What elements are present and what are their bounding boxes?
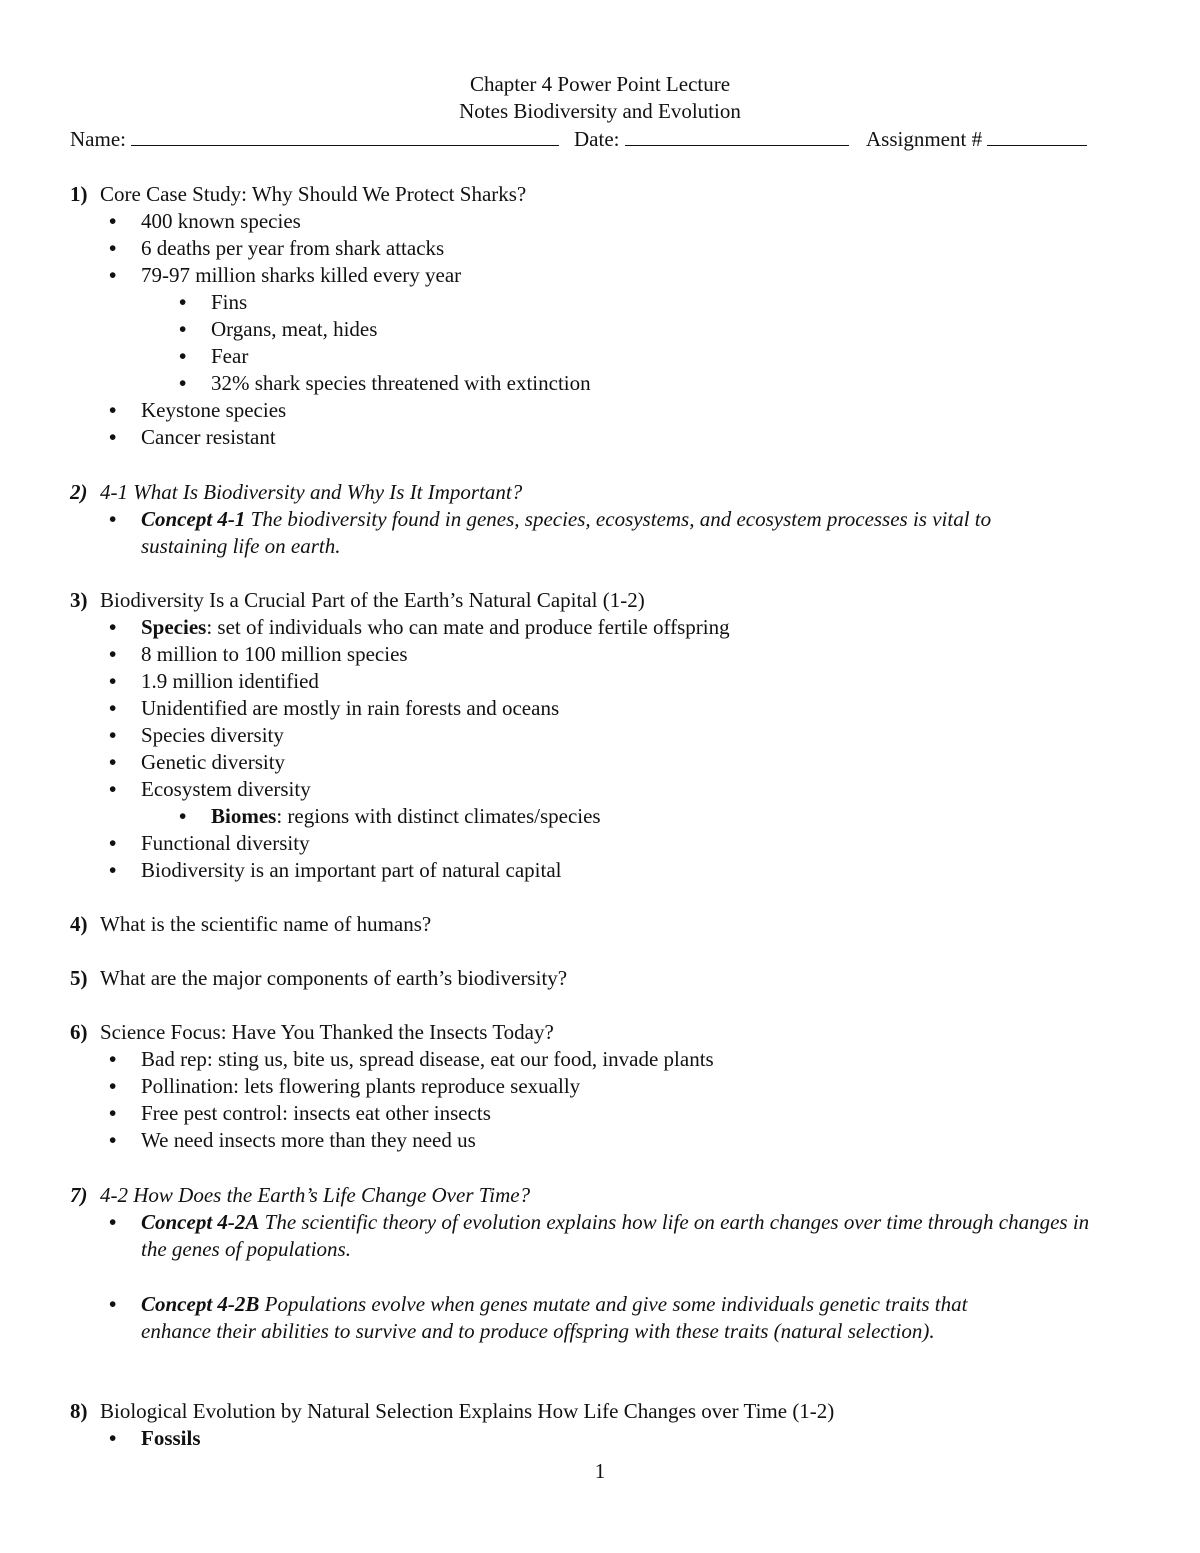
definition: : regions with distinct climates/species — [276, 804, 601, 828]
list-item: • Genetic diversity — [141, 749, 285, 776]
assignment-blank[interactable] — [987, 127, 1087, 146]
list-item: • Bad rep: sting us, bite us, spread disease, eat our food, invade plants — [141, 1046, 714, 1073]
name-blank[interactable] — [131, 127, 559, 146]
sub-list-item: • 32% shark species threatened with extinction — [211, 370, 591, 397]
list-item: • 8 million to 100 million species — [141, 641, 408, 668]
list-item: • 1.9 million identified — [141, 668, 319, 695]
assignment-label: Assignment # — [866, 127, 983, 151]
date-field-row — [574, 126, 849, 153]
list-item: • Unidentified are mostly in rain forests and oceans — [141, 695, 559, 722]
definition: : set of individuals who can mate and produce fertile offspring — [206, 615, 730, 639]
concept-item — [141, 506, 1081, 560]
term: Biomes — [211, 804, 277, 828]
list-item: • 6 deaths per year from shark attacks — [141, 235, 444, 262]
sub-list-item: • Fear — [211, 343, 248, 370]
page-number: 1 — [594, 1459, 606, 1483]
concept-label: Concept 4-2A — [141, 1210, 260, 1234]
section-number: 6) — [70, 1020, 88, 1044]
concept-text: The scientific theory of evolution explains how life on earth changes over time through changes in the genes of populations. — [141, 1210, 1090, 1261]
list-item: • We need insects more than they need us — [141, 1127, 476, 1154]
section-title: Biological Evolution by Natural Selection Explains How Life Changes over Time (1-2) — [100, 1399, 835, 1423]
section-number: 5) — [70, 966, 88, 990]
section-number: 3) — [70, 588, 88, 612]
date-blank[interactable] — [625, 127, 849, 146]
document-title-line1: Chapter 4 Power Point Lecture — [469, 72, 731, 96]
name-field-row — [70, 126, 559, 153]
document-title-line2: Notes Biodiversity and Evolution — [459, 99, 741, 123]
term: Species — [141, 615, 207, 639]
list-item: • Keystone species — [141, 397, 286, 424]
list-item — [141, 614, 730, 641]
list-item: • 400 known species — [141, 208, 301, 235]
list-item: • 79-97 million sharks killed every year — [141, 262, 461, 289]
date-label: Date: — [574, 127, 620, 151]
section-number: 4) — [70, 912, 88, 936]
sub-list-item: • Fins — [211, 289, 247, 316]
section-title: What is the scientific name of humans? — [100, 912, 432, 936]
section-number: 8) — [70, 1399, 88, 1423]
section-title: 4-1 What Is Biodiversity and Why Is It Important? — [100, 480, 523, 504]
list-item: • Fossils — [141, 1425, 201, 1452]
list-item: • Free pest control: insects eat other insects — [141, 1100, 491, 1127]
list-item: • Cancer resistant — [141, 424, 276, 451]
sub-list-item: • Organs, meat, hides — [211, 316, 377, 343]
section-title: Core Case Study: Why Should We Protect Sharks? — [100, 182, 527, 206]
section-number: 1) — [70, 182, 88, 206]
concept-item — [141, 1209, 1106, 1263]
concept-label: Concept 4-1 — [141, 507, 246, 531]
concept-item — [141, 1291, 1041, 1345]
section-number: 7) — [70, 1183, 88, 1207]
section-number: 2) — [70, 480, 88, 504]
list-item: • Ecosystem diversity — [141, 776, 311, 803]
list-item: • Functional diversity — [141, 830, 310, 857]
sub-list-item — [211, 803, 601, 830]
list-item: • Pollination: lets flowering plants reproduce sexually — [141, 1073, 580, 1100]
assignment-field-row — [866, 126, 1087, 153]
section-title: Science Focus: Have You Thanked the Insects Today? — [100, 1020, 554, 1044]
concept-label: Concept 4-2B — [141, 1292, 260, 1316]
section-title: Biodiversity Is a Crucial Part of the Earth’s Natural Capital (1-2) — [100, 588, 645, 612]
concept-text: Populations evolve when genes mutate and give some individuals genetic traits that enhance their abilities to survive and to produce offspring with these traits (natural selection). — [141, 1292, 968, 1343]
section-title: 4-2 How Does the Earth’s Life Change Over Time? — [100, 1183, 531, 1207]
list-item: • Biodiversity is an important part of natural capital — [141, 857, 561, 884]
name-label: Name: — [70, 127, 126, 151]
list-item: • Species diversity — [141, 722, 284, 749]
section-title: What are the major components of earth’s biodiversity? — [100, 966, 568, 990]
concept-text: The biodiversity found in genes, species, ecosystems, and ecosystem processes is vital to sustaining life on earth. — [141, 507, 992, 558]
